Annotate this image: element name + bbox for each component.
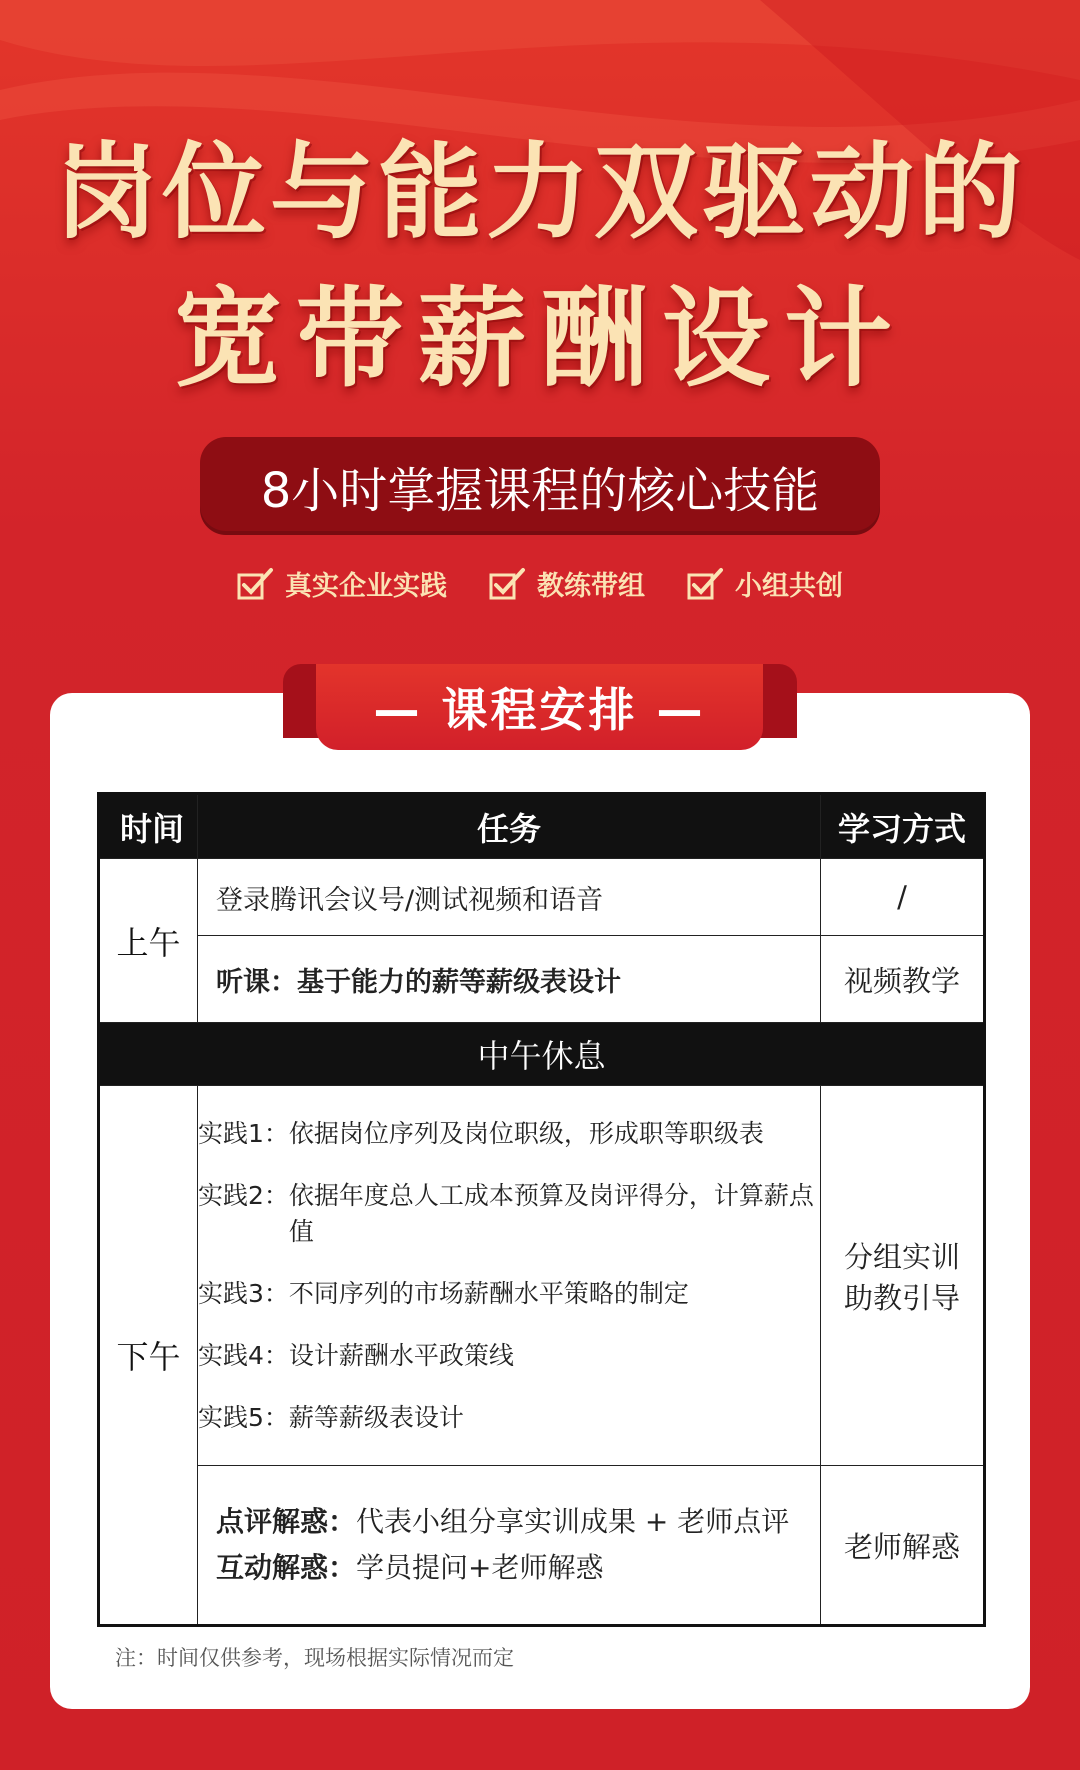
practice-text: 设计薪酬水平政策线 <box>288 1340 514 1370</box>
method-line: 分组实训 <box>843 1239 960 1274</box>
table-row <box>99 1466 985 1626</box>
practice-label: 实践3： <box>198 1278 289 1308</box>
qa-label: 互动解惑： <box>216 1551 357 1584</box>
table-row <box>99 859 985 936</box>
schedule-table <box>97 792 986 1627</box>
method-cell <box>821 1086 985 1466</box>
practice-label: 实践1： <box>198 1118 289 1148</box>
practice-item <box>198 1276 820 1312</box>
feature-label: 真实企业实践 <box>285 570 447 602</box>
qa-text: 代表小组分享实训成果 + 老师点评 <box>356 1505 790 1538</box>
feature-item <box>237 564 447 603</box>
feature-item <box>489 564 645 603</box>
checkbox-check-icon <box>489 566 527 600</box>
column-header-time: 时间 <box>99 794 198 859</box>
checkbox-check-icon <box>687 566 725 600</box>
method-line: 助教引导 <box>843 1280 960 1315</box>
qa-line <box>216 1548 820 1588</box>
practice-text: 薪等薪级表设计 <box>288 1402 464 1432</box>
practice-item <box>198 1116 820 1152</box>
practice-label: 实践5： <box>198 1402 289 1432</box>
practice-text: 依据年度总人工成本预算及岗评得分，计算薪点值 <box>288 1180 814 1246</box>
feature-label: 小组共创 <box>735 570 843 602</box>
practice-text: 依据岗位序列及岗位职级，形成职等职级表 <box>288 1118 764 1148</box>
lunch-break-row <box>99 1023 985 1086</box>
method-cell: 老师解惑 <box>821 1466 985 1626</box>
qa-line <box>216 1502 820 1542</box>
method-cell: 视频教学 <box>821 936 985 1023</box>
lunch-break-label: 中午休息 <box>99 1023 985 1086</box>
column-header-method: 学习方式 <box>821 794 985 859</box>
practice-text: 不同序列的市场薪酬水平策略的制定 <box>288 1278 689 1308</box>
practice-list <box>198 1086 821 1466</box>
method-cell: / <box>821 859 985 936</box>
qa-text: 学员提问+老师解惑 <box>356 1551 604 1584</box>
table-header-row <box>99 794 985 859</box>
period-morning: 上午 <box>99 859 198 1023</box>
feature-list <box>0 558 1080 608</box>
checkbox-check-icon <box>237 566 275 600</box>
task-cell: 听课：基于能力的薪等薪级表设计 <box>198 936 821 1023</box>
practice-label: 实践2： <box>198 1180 289 1210</box>
table-row <box>99 936 985 1023</box>
qa-cell <box>198 1466 821 1626</box>
footnote: 注：时间仅供参考，现场根据实际情况而定 <box>115 1646 514 1670</box>
practice-item <box>198 1338 820 1374</box>
subtitle-pill: 8小时掌握课程的核心技能 <box>200 437 880 535</box>
section-badge: — 课程安排 — <box>316 664 763 750</box>
feature-item <box>687 564 843 603</box>
practice-item <box>198 1178 820 1250</box>
practice-item <box>198 1400 820 1436</box>
table-row <box>99 1086 985 1466</box>
feature-label: 教练带组 <box>537 570 645 602</box>
practice-label: 实践4： <box>198 1340 289 1370</box>
title-line-1: 岗位与能力双驱动的 <box>53 131 1026 253</box>
title-line-2: 宽带薪酬设计 <box>173 277 906 402</box>
period-afternoon: 下午 <box>99 1086 198 1626</box>
column-header-task: 任务 <box>198 794 821 859</box>
qa-label: 点评解惑： <box>216 1505 357 1538</box>
task-cell: 登录腾讯会议号/测试视频和语音 <box>198 859 821 936</box>
